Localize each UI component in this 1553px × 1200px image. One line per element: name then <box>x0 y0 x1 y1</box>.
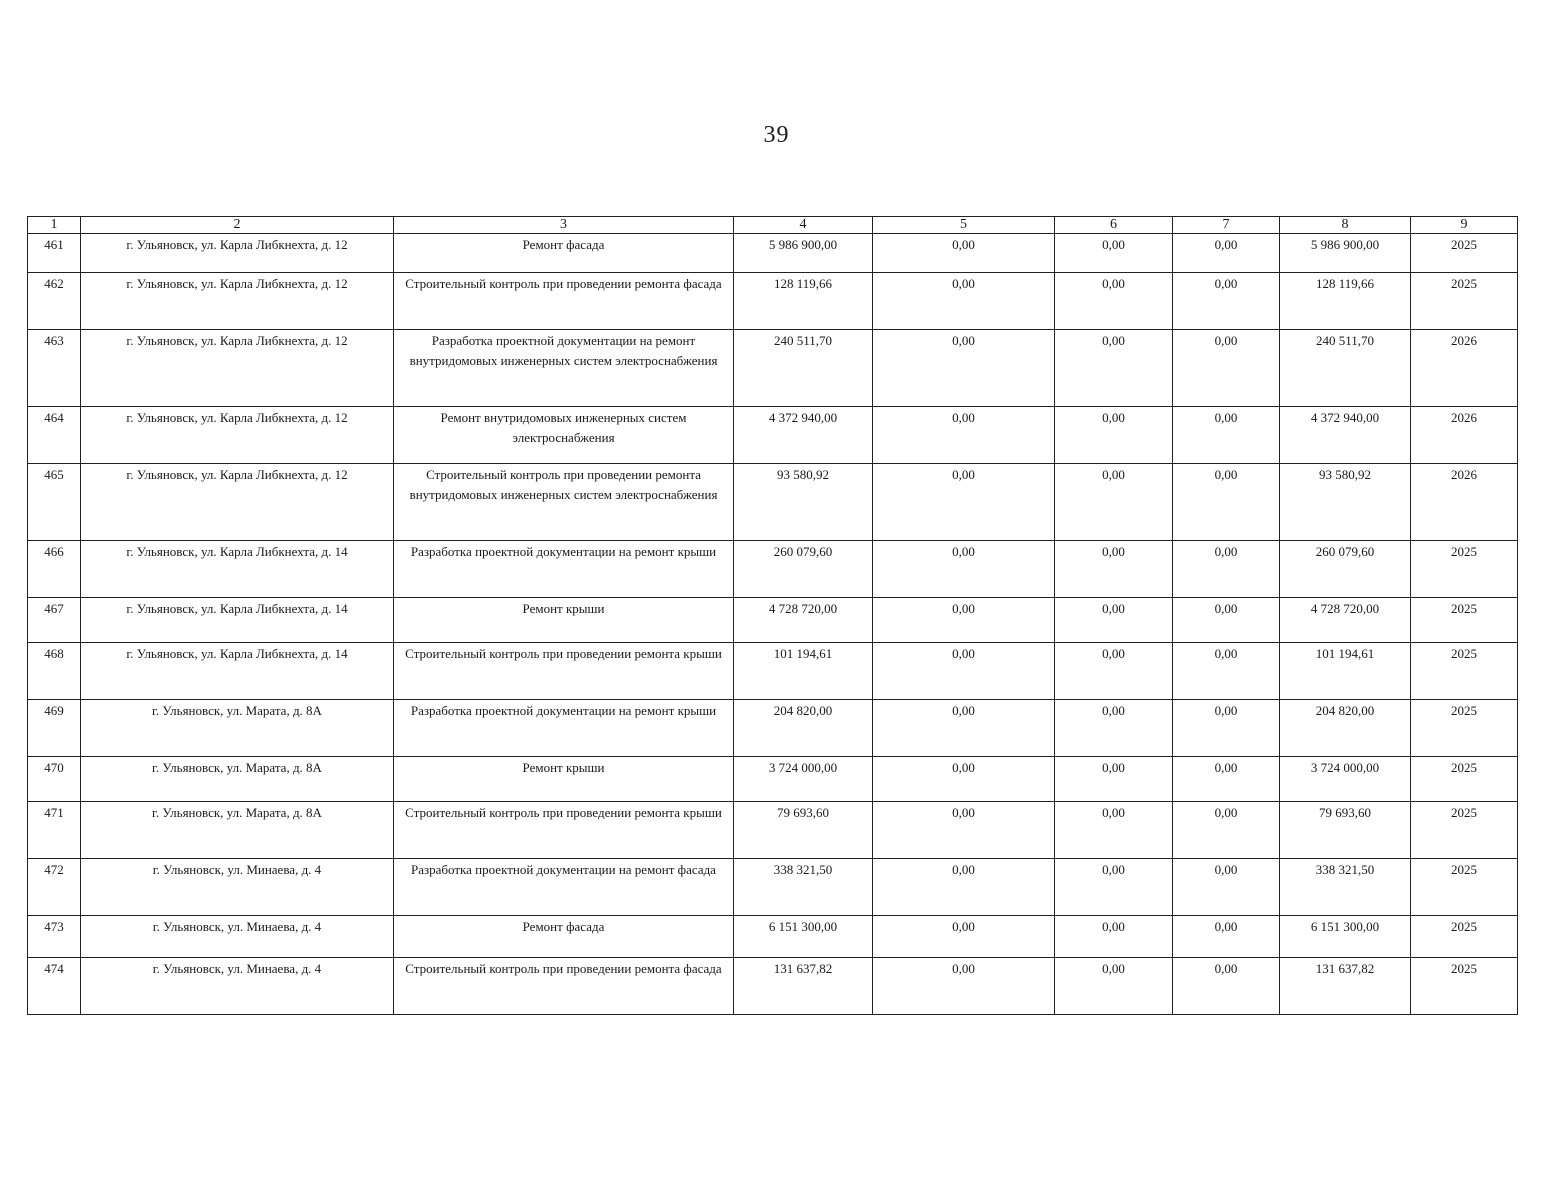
amount-col5-cell: 0,00 <box>873 273 1055 330</box>
address-cell: г. Ульяновск, ул. Карла Либкнехта, д. 14 <box>81 598 394 643</box>
year-cell: 2025 <box>1411 700 1518 757</box>
amount-col7-cell: 0,00 <box>1173 643 1280 700</box>
amount-col8-cell: 5 986 900,00 <box>1280 234 1411 273</box>
year-cell: 2025 <box>1411 916 1518 958</box>
amount-col8-cell: 4 372 940,00 <box>1280 407 1411 464</box>
amount-col6-cell: 0,00 <box>1055 643 1173 700</box>
amount-col6-cell: 0,00 <box>1055 859 1173 916</box>
year-cell: 2026 <box>1411 330 1518 407</box>
amount-col8-cell: 4 728 720,00 <box>1280 598 1411 643</box>
row-number: 465 <box>28 464 81 541</box>
year-cell: 2025 <box>1411 802 1518 859</box>
address-cell: г. Ульяновск, ул. Марата, д. 8А <box>81 700 394 757</box>
column-header: 9 <box>1411 217 1518 234</box>
table-row <box>28 958 1518 1015</box>
column-header: 5 <box>873 217 1055 234</box>
amount-col6-cell: 0,00 <box>1055 598 1173 643</box>
year-cell: 2025 <box>1411 598 1518 643</box>
row-number: 467 <box>28 598 81 643</box>
row-number: 462 <box>28 273 81 330</box>
year-cell: 2025 <box>1411 757 1518 802</box>
amount-col5-cell: 0,00 <box>873 700 1055 757</box>
work-type-cell: Разработка проектной документации на ремонт крыши <box>394 700 734 757</box>
year-cell: 2025 <box>1411 273 1518 330</box>
amount-col5-cell: 0,00 <box>873 643 1055 700</box>
table-row <box>28 757 1518 802</box>
amount-col7-cell: 0,00 <box>1173 273 1280 330</box>
table-row <box>28 464 1518 541</box>
amount-col7-cell: 0,00 <box>1173 916 1280 958</box>
address-cell: г. Ульяновск, ул. Карла Либкнехта, д. 14 <box>81 541 394 598</box>
work-type-cell: Ремонт внутридомовых инженерных систем электроснабжения <box>394 407 734 464</box>
table-row <box>28 330 1518 407</box>
address-cell: г. Ульяновск, ул. Карла Либкнехта, д. 12 <box>81 330 394 407</box>
table-row <box>28 234 1518 273</box>
row-number: 469 <box>28 700 81 757</box>
amount-col4-cell: 6 151 300,00 <box>734 916 873 958</box>
amount-col7-cell: 0,00 <box>1173 958 1280 1015</box>
row-number: 470 <box>28 757 81 802</box>
work-type-cell: Ремонт фасада <box>394 916 734 958</box>
table-body <box>28 234 1518 1015</box>
work-type-cell: Строительный контроль при проведении ремонта крыши <box>394 643 734 700</box>
row-number: 471 <box>28 802 81 859</box>
column-header: 2 <box>81 217 394 234</box>
amount-col6-cell: 0,00 <box>1055 273 1173 330</box>
address-cell: г. Ульяновск, ул. Карла Либкнехта, д. 14 <box>81 643 394 700</box>
amount-col4-cell: 4 372 940,00 <box>734 407 873 464</box>
column-header: 6 <box>1055 217 1173 234</box>
column-header: 1 <box>28 217 81 234</box>
amount-col5-cell: 0,00 <box>873 802 1055 859</box>
work-type-cell: Строительный контроль при проведении ремонта крыши <box>394 802 734 859</box>
table-row <box>28 802 1518 859</box>
repair-program-table <box>27 216 1518 1015</box>
amount-col6-cell: 0,00 <box>1055 330 1173 407</box>
amount-col8-cell: 101 194,61 <box>1280 643 1411 700</box>
amount-col6-cell: 0,00 <box>1055 234 1173 273</box>
amount-col7-cell: 0,00 <box>1173 464 1280 541</box>
column-header: 7 <box>1173 217 1280 234</box>
amount-col6-cell: 0,00 <box>1055 757 1173 802</box>
amount-col4-cell: 4 728 720,00 <box>734 598 873 643</box>
amount-col6-cell: 0,00 <box>1055 407 1173 464</box>
address-cell: г. Ульяновск, ул. Карла Либкнехта, д. 12 <box>81 273 394 330</box>
amount-col8-cell: 204 820,00 <box>1280 700 1411 757</box>
amount-col6-cell: 0,00 <box>1055 464 1173 541</box>
amount-col5-cell: 0,00 <box>873 407 1055 464</box>
row-number: 472 <box>28 859 81 916</box>
amount-col5-cell: 0,00 <box>873 464 1055 541</box>
column-header: 3 <box>394 217 734 234</box>
row-number: 468 <box>28 643 81 700</box>
amount-col8-cell: 128 119,66 <box>1280 273 1411 330</box>
work-type-cell: Строительный контроль при проведении ремонта фасада <box>394 273 734 330</box>
amount-col8-cell: 6 151 300,00 <box>1280 916 1411 958</box>
year-cell: 2026 <box>1411 407 1518 464</box>
amount-col4-cell: 79 693,60 <box>734 802 873 859</box>
address-cell: г. Ульяновск, ул. Карла Либкнехта, д. 12 <box>81 464 394 541</box>
table-row <box>28 700 1518 757</box>
amount-col7-cell: 0,00 <box>1173 330 1280 407</box>
amount-col8-cell: 93 580,92 <box>1280 464 1411 541</box>
table-row <box>28 273 1518 330</box>
row-number: 473 <box>28 916 81 958</box>
amount-col5-cell: 0,00 <box>873 859 1055 916</box>
work-type-cell: Разработка проектной документации на ремонт внутридомовых инженерных систем электроснабжения <box>394 330 734 407</box>
table-row <box>28 859 1518 916</box>
amount-col7-cell: 0,00 <box>1173 407 1280 464</box>
amount-col7-cell: 0,00 <box>1173 859 1280 916</box>
work-type-cell: Ремонт крыши <box>394 757 734 802</box>
amount-col8-cell: 131 637,82 <box>1280 958 1411 1015</box>
column-header: 4 <box>734 217 873 234</box>
amount-col6-cell: 0,00 <box>1055 802 1173 859</box>
amount-col8-cell: 338 321,50 <box>1280 859 1411 916</box>
amount-col7-cell: 0,00 <box>1173 541 1280 598</box>
amount-col7-cell: 0,00 <box>1173 802 1280 859</box>
amount-col5-cell: 0,00 <box>873 541 1055 598</box>
amount-col7-cell: 0,00 <box>1173 757 1280 802</box>
amount-col4-cell: 128 119,66 <box>734 273 873 330</box>
table-row <box>28 916 1518 958</box>
table-row <box>28 643 1518 700</box>
amount-col4-cell: 260 079,60 <box>734 541 873 598</box>
row-number: 463 <box>28 330 81 407</box>
address-cell: г. Ульяновск, ул. Карла Либкнехта, д. 12 <box>81 234 394 273</box>
amount-col8-cell: 3 724 000,00 <box>1280 757 1411 802</box>
amount-col4-cell: 338 321,50 <box>734 859 873 916</box>
year-cell: 2025 <box>1411 859 1518 916</box>
page-number: 39 <box>763 122 790 148</box>
work-type-cell: Разработка проектной документации на ремонт крыши <box>394 541 734 598</box>
amount-col5-cell: 0,00 <box>873 330 1055 407</box>
amount-col4-cell: 131 637,82 <box>734 958 873 1015</box>
amount-col8-cell: 79 693,60 <box>1280 802 1411 859</box>
address-cell: г. Ульяновск, ул. Минаева, д. 4 <box>81 859 394 916</box>
amount-col4-cell: 93 580,92 <box>734 464 873 541</box>
table-row <box>28 541 1518 598</box>
column-number-header-row <box>28 217 1518 234</box>
row-number: 461 <box>28 234 81 273</box>
amount-col6-cell: 0,00 <box>1055 916 1173 958</box>
column-header: 8 <box>1280 217 1411 234</box>
address-cell: г. Ульяновск, ул. Марата, д. 8А <box>81 802 394 859</box>
amount-col5-cell: 0,00 <box>873 234 1055 273</box>
amount-col8-cell: 260 079,60 <box>1280 541 1411 598</box>
work-type-cell: Ремонт фасада <box>394 234 734 273</box>
amount-col4-cell: 204 820,00 <box>734 700 873 757</box>
address-cell: г. Ульяновск, ул. Карла Либкнехта, д. 12 <box>81 407 394 464</box>
table-row <box>28 598 1518 643</box>
work-type-cell: Строительный контроль при проведении ремонта внутридомовых инженерных систем электроснабжения <box>394 464 734 541</box>
year-cell: 2026 <box>1411 464 1518 541</box>
amount-col4-cell: 3 724 000,00 <box>734 757 873 802</box>
amount-col5-cell: 0,00 <box>873 757 1055 802</box>
amount-col5-cell: 0,00 <box>873 916 1055 958</box>
work-type-cell: Разработка проектной документации на ремонт фасада <box>394 859 734 916</box>
amount-col4-cell: 5 986 900,00 <box>734 234 873 273</box>
year-cell: 2025 <box>1411 541 1518 598</box>
amount-col7-cell: 0,00 <box>1173 234 1280 273</box>
amount-col4-cell: 240 511,70 <box>734 330 873 407</box>
amount-col6-cell: 0,00 <box>1055 541 1173 598</box>
amount-col4-cell: 101 194,61 <box>734 643 873 700</box>
year-cell: 2025 <box>1411 234 1518 273</box>
amount-col7-cell: 0,00 <box>1173 598 1280 643</box>
address-cell: г. Ульяновск, ул. Минаева, д. 4 <box>81 916 394 958</box>
year-cell: 2025 <box>1411 958 1518 1015</box>
amount-col5-cell: 0,00 <box>873 598 1055 643</box>
work-type-cell: Ремонт крыши <box>394 598 734 643</box>
year-cell: 2025 <box>1411 643 1518 700</box>
amount-col5-cell: 0,00 <box>873 958 1055 1015</box>
address-cell: г. Ульяновск, ул. Марата, д. 8А <box>81 757 394 802</box>
work-type-cell: Строительный контроль при проведении ремонта фасада <box>394 958 734 1015</box>
row-number: 474 <box>28 958 81 1015</box>
row-number: 466 <box>28 541 81 598</box>
amount-col6-cell: 0,00 <box>1055 958 1173 1015</box>
address-cell: г. Ульяновск, ул. Минаева, д. 4 <box>81 958 394 1015</box>
row-number: 464 <box>28 407 81 464</box>
amount-col7-cell: 0,00 <box>1173 700 1280 757</box>
amount-col8-cell: 240 511,70 <box>1280 330 1411 407</box>
table-row <box>28 407 1518 464</box>
amount-col6-cell: 0,00 <box>1055 700 1173 757</box>
